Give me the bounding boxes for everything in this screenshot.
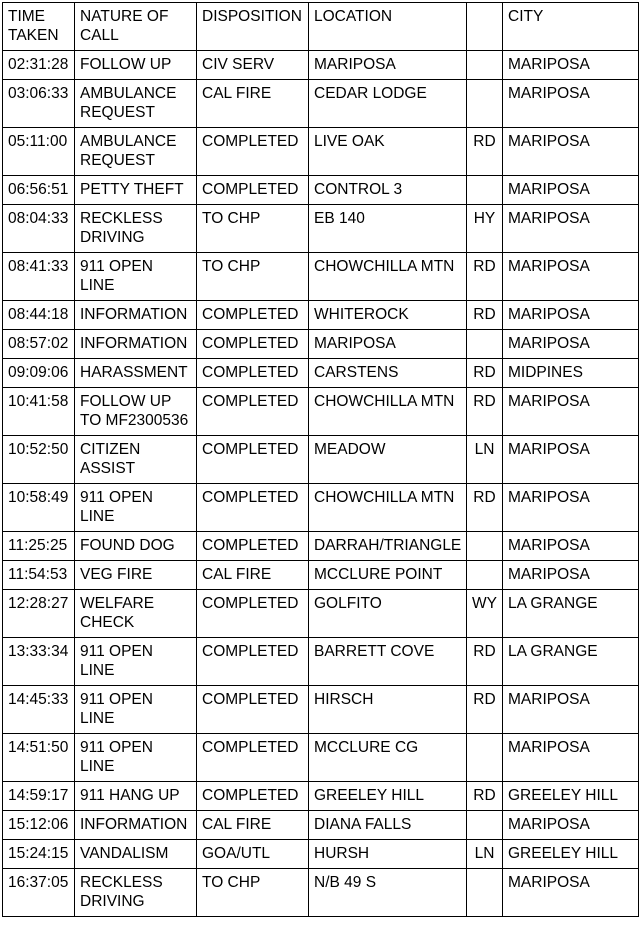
cell-disposition: CIV SERV [197,51,309,80]
cell-city: LA GRANGE [503,638,639,686]
cell-disposition: GOA/UTL [197,840,309,869]
cell-nature: INFORMATION [75,811,197,840]
cell-nature: VEG FIRE [75,561,197,590]
cell-time: 10:52:50 [3,436,75,484]
table-row [3,811,639,840]
cell-disposition: COMPLETED [197,301,309,330]
cell-city: MARIPOSA [503,253,639,301]
header-time: TIME TAKEN [3,3,75,51]
cell-city: LA GRANGE [503,590,639,638]
cell-disposition: COMPLETED [197,388,309,436]
cell-location: HIRSCH [309,686,467,734]
header-city: CITY [503,3,639,51]
cell-city: MIDPINES [503,359,639,388]
cell-time: 05:11:00 [3,128,75,176]
cell-location: GOLFITO [309,590,467,638]
cell-suffix: RD [467,686,503,734]
cell-nature: CITIZEN ASSIST [75,436,197,484]
cell-disposition: TO CHP [197,869,309,917]
cell-nature: 911 OPEN LINE [75,484,197,532]
table-row [3,205,639,253]
cell-time: 08:04:33 [3,205,75,253]
cell-city: GREELEY HILL [503,782,639,811]
cell-location: GREELEY HILL [309,782,467,811]
cell-nature: 911 HANG UP [75,782,197,811]
cell-time: 13:33:34 [3,638,75,686]
header-suffix [467,3,503,51]
table-row [3,388,639,436]
cell-disposition: COMPLETED [197,484,309,532]
table-row [3,782,639,811]
cell-time: 11:25:25 [3,532,75,561]
header-location: LOCATION [309,3,467,51]
cell-location: DIANA FALLS [309,811,467,840]
cell-suffix [467,51,503,80]
cell-city: MARIPOSA [503,80,639,128]
cell-suffix: RD [467,359,503,388]
cell-suffix: RD [467,782,503,811]
cell-time: 14:51:50 [3,734,75,782]
cell-suffix: WY [467,590,503,638]
cell-location: DARRAH/TRIANGLE [309,532,467,561]
cell-city: MARIPOSA [503,532,639,561]
cell-time: 16:37:05 [3,869,75,917]
cell-location: N/B 49 S [309,869,467,917]
cell-disposition: COMPLETED [197,436,309,484]
cell-disposition: COMPLETED [197,330,309,359]
cell-time: 14:45:33 [3,686,75,734]
cell-location: CEDAR LODGE [309,80,467,128]
cell-suffix [467,330,503,359]
cell-nature: 911 OPEN LINE [75,734,197,782]
cell-suffix [467,532,503,561]
table-row [3,359,639,388]
cell-city: MARIPOSA [503,686,639,734]
cell-suffix: LN [467,840,503,869]
cell-suffix [467,869,503,917]
cell-suffix: RD [467,484,503,532]
cell-disposition: COMPLETED [197,359,309,388]
call-log-table [2,2,639,917]
cell-nature: INFORMATION [75,330,197,359]
cell-time: 11:54:53 [3,561,75,590]
table-row [3,869,639,917]
cell-nature: WELFARE CHECK [75,590,197,638]
cell-city: MARIPOSA [503,869,639,917]
cell-disposition: COMPLETED [197,532,309,561]
cell-location: WHITEROCK [309,301,467,330]
cell-time: 10:58:49 [3,484,75,532]
cell-nature: VANDALISM [75,840,197,869]
cell-disposition: TO CHP [197,253,309,301]
cell-suffix: RD [467,253,503,301]
cell-disposition: CAL FIRE [197,561,309,590]
cell-suffix: RD [467,638,503,686]
cell-city: MARIPOSA [503,734,639,782]
table-row [3,686,639,734]
cell-disposition: CAL FIRE [197,811,309,840]
cell-city: MARIPOSA [503,388,639,436]
cell-suffix [467,734,503,782]
cell-location: MARIPOSA [309,51,467,80]
cell-city: MARIPOSA [503,561,639,590]
cell-nature: AMBULANCE REQUEST [75,128,197,176]
cell-time: 08:41:33 [3,253,75,301]
cell-time: 14:59:17 [3,782,75,811]
cell-time: 09:09:06 [3,359,75,388]
cell-disposition: COMPLETED [197,128,309,176]
table-row [3,51,639,80]
header-disposition: DISPOSITION [197,3,309,51]
cell-nature: RECKLESS DRIVING [75,205,197,253]
cell-disposition: COMPLETED [197,782,309,811]
cell-suffix: RD [467,301,503,330]
header-nature: NATURE OF CALL [75,3,197,51]
cell-time: 06:56:51 [3,176,75,205]
cell-suffix [467,80,503,128]
cell-location: MARIPOSA [309,330,467,359]
table-row [3,301,639,330]
cell-time: 02:31:28 [3,51,75,80]
cell-suffix [467,176,503,205]
table-row [3,561,639,590]
cell-nature: HARASSMENT [75,359,197,388]
cell-city: MARIPOSA [503,128,639,176]
cell-disposition: COMPLETED [197,686,309,734]
cell-city: MARIPOSA [503,176,639,205]
cell-location: CHOWCHILLA MTN [309,388,467,436]
cell-city: MARIPOSA [503,51,639,80]
table-row [3,532,639,561]
cell-nature: 911 OPEN LINE [75,638,197,686]
cell-time: 08:57:02 [3,330,75,359]
cell-location: CHOWCHILLA MTN [309,484,467,532]
table-row [3,80,639,128]
cell-nature: PETTY THEFT [75,176,197,205]
cell-suffix: LN [467,436,503,484]
cell-disposition: CAL FIRE [197,80,309,128]
table-row [3,128,639,176]
cell-nature: FOLLOW UP TO MF2300536 [75,388,197,436]
cell-location: MEADOW [309,436,467,484]
cell-city: MARIPOSA [503,811,639,840]
cell-time: 15:24:15 [3,840,75,869]
table-row [3,484,639,532]
cell-nature: RECKLESS DRIVING [75,869,197,917]
table-row [3,590,639,638]
cell-location: BARRETT COVE [309,638,467,686]
cell-location: HURSH [309,840,467,869]
table-row [3,253,639,301]
cell-location: LIVE OAK [309,128,467,176]
cell-location: MCCLURE POINT [309,561,467,590]
table-row [3,734,639,782]
cell-location: CARSTENS [309,359,467,388]
cell-location: MCCLURE CG [309,734,467,782]
table-row [3,436,639,484]
cell-nature: AMBULANCE REQUEST [75,80,197,128]
cell-city: MARIPOSA [503,436,639,484]
table-row [3,638,639,686]
cell-suffix [467,561,503,590]
cell-nature: FOLLOW UP [75,51,197,80]
cell-suffix [467,811,503,840]
cell-city: MARIPOSA [503,330,639,359]
cell-nature: FOUND DOG [75,532,197,561]
cell-disposition: COMPLETED [197,638,309,686]
cell-disposition: TO CHP [197,205,309,253]
cell-disposition: COMPLETED [197,734,309,782]
cell-time: 08:44:18 [3,301,75,330]
cell-disposition: COMPLETED [197,590,309,638]
cell-suffix: HY [467,205,503,253]
table-row [3,330,639,359]
cell-time: 15:12:06 [3,811,75,840]
cell-suffix: RD [467,388,503,436]
cell-location: EB 140 [309,205,467,253]
cell-nature: 911 OPEN LINE [75,686,197,734]
cell-time: 03:06:33 [3,80,75,128]
table-row [3,840,639,869]
cell-nature: INFORMATION [75,301,197,330]
call-log-body [3,51,639,917]
cell-nature: 911 OPEN LINE [75,253,197,301]
cell-disposition: COMPLETED [197,176,309,205]
cell-suffix: RD [467,128,503,176]
cell-city: GREELEY HILL [503,840,639,869]
cell-city: MARIPOSA [503,484,639,532]
header-row [3,3,639,51]
cell-location: CHOWCHILLA MTN [309,253,467,301]
cell-city: MARIPOSA [503,301,639,330]
cell-time: 12:28:27 [3,590,75,638]
table-row [3,176,639,205]
cell-time: 10:41:58 [3,388,75,436]
cell-city: MARIPOSA [503,205,639,253]
cell-location: CONTROL 3 [309,176,467,205]
